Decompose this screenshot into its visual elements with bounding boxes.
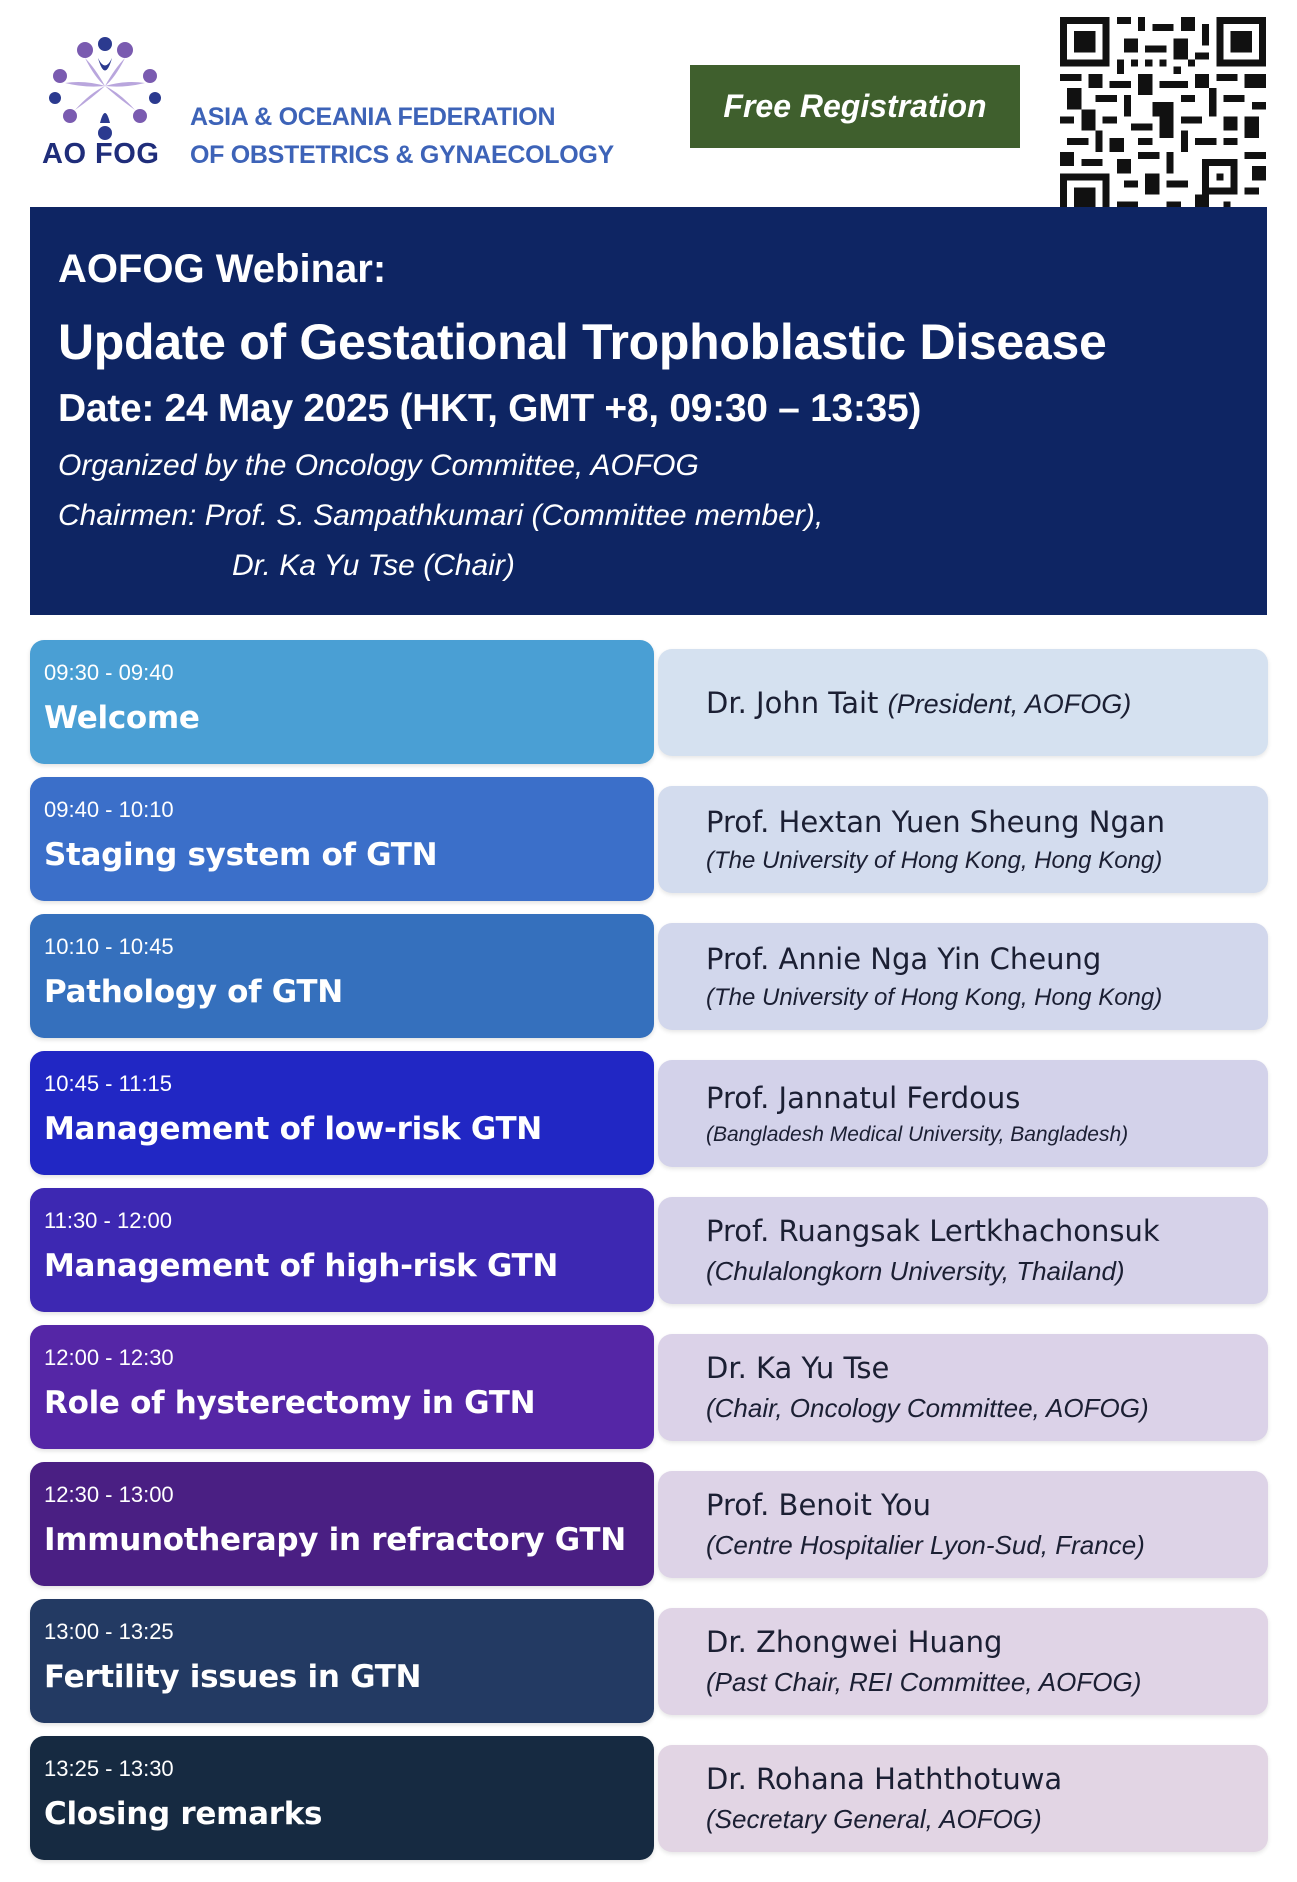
speaker-line <box>706 686 1268 720</box>
speaker-affiliation: (Chair, Oncology Committee, AOFOG) <box>706 1393 1149 1423</box>
schedule-row <box>30 1051 1270 1177</box>
speaker-card <box>658 923 1268 1030</box>
speaker-affiliation: (Chulalongkorn University, Thailand) <box>706 1256 1125 1286</box>
schedule-row <box>30 1736 1270 1862</box>
session-time: 09:30 - 09:40 <box>44 660 174 685</box>
speaker-card <box>658 1745 1268 1852</box>
speaker-affiliation: (Secretary General, AOFOG) <box>706 1804 1042 1834</box>
schedule-row <box>30 1599 1270 1725</box>
speaker-affiliation: (The University of Hong Kong, Hong Kong) <box>706 846 1163 874</box>
speaker-name: Prof. Ruangsak Lertkhachonsuk <box>706 1214 1160 1248</box>
speaker-name: Prof. Jannatul Ferdous <box>706 1080 1021 1115</box>
session-topic: Fertility issues in GTN <box>44 1659 422 1695</box>
session-time: 12:00 - 12:30 <box>44 1345 174 1370</box>
organization-name <box>190 98 614 174</box>
session-card <box>30 1051 654 1175</box>
speaker-card <box>658 1608 1268 1715</box>
speaker-card <box>658 1471 1268 1578</box>
org-name-line2: OF OBSTETRICS & GYNAECOLOGY <box>190 141 614 169</box>
schedule-row <box>30 1462 1270 1588</box>
speaker-affiliation: (Centre Hospitalier Lyon-Sud, France) <box>706 1530 1145 1560</box>
webinar-banner <box>30 207 1267 615</box>
session-topic: Management of high-risk GTN <box>44 1248 559 1284</box>
speaker-name: Prof. Benoit You <box>706 1488 932 1522</box>
speaker-affiliation: (The University of Hong Kong, Hong Kong) <box>706 983 1163 1011</box>
session-time: 13:00 - 13:25 <box>44 1619 174 1644</box>
session-topic: Pathology of GTN <box>44 974 343 1010</box>
speaker-card <box>658 1334 1268 1441</box>
logo-text: AO FOG <box>42 138 160 170</box>
session-card <box>30 1325 654 1449</box>
schedule-row <box>30 1188 1270 1314</box>
session-topic: Role of hysterectomy in GTN <box>44 1385 536 1421</box>
speaker-card <box>658 649 1268 756</box>
session-topic: Welcome <box>44 700 200 736</box>
speaker-name: Dr. Rohana Haththotuwa <box>706 1762 1063 1796</box>
session-card <box>30 777 654 901</box>
chairmen-line1: Chairmen: Prof. S. Sampathkumari (Committee member), <box>58 499 824 532</box>
session-topic: Immunotherapy in refractory GTN <box>44 1522 626 1558</box>
session-time: 10:45 - 11:15 <box>44 1071 173 1096</box>
speaker-name: Dr. Ka Yu Tse <box>706 1351 890 1385</box>
session-card <box>30 1188 654 1312</box>
speaker-name: Dr. John Tait <box>706 685 879 720</box>
speaker-card <box>658 1197 1268 1304</box>
speaker-name: Dr. Zhongwei Huang <box>706 1625 1003 1659</box>
session-card <box>30 1462 654 1586</box>
session-time: 10:10 - 10:45 <box>44 934 174 959</box>
speaker-card <box>658 786 1268 893</box>
session-card <box>30 914 654 1038</box>
webinar-date: Date: 24 May 2025 (HKT, GMT +8, 09:30 – 13:35) <box>58 387 922 430</box>
schedule-row <box>30 777 1270 903</box>
session-time: 12:30 - 13:00 <box>44 1482 174 1507</box>
speaker-name: Prof. Hextan Yuen Sheung Ngan <box>706 804 1166 839</box>
chairmen-line2: Dr. Ka Yu Tse (Chair) <box>232 549 515 582</box>
webinar-label: AOFOG Webinar: <box>58 247 387 291</box>
qr-code-icon[interactable] <box>1060 17 1266 223</box>
session-time: 09:40 - 10:10 <box>44 797 174 822</box>
speaker-name: Prof. Annie Nga Yin Cheung <box>706 941 1102 976</box>
session-topic: Closing remarks <box>44 1796 323 1832</box>
organized-by: Organized by the Oncology Committee, AOFOG <box>58 449 699 482</box>
session-card <box>30 1599 654 1723</box>
session-topic: Staging system of GTN <box>44 837 438 873</box>
session-time: 13:25 - 13:30 <box>44 1756 174 1781</box>
schedule-row <box>30 1325 1270 1451</box>
schedule-row <box>30 640 1270 766</box>
session-topic: Management of low-risk GTN <box>44 1111 542 1147</box>
speaker-card <box>658 1060 1268 1167</box>
session-card <box>30 1736 654 1860</box>
session-card <box>30 640 654 764</box>
webinar-title: Update of Gestational Trophoblastic Disease <box>58 314 1107 370</box>
schedule-row <box>30 914 1270 1040</box>
free-registration-button[interactable]: Free Registration <box>690 65 1020 148</box>
org-name-line1: ASIA & OCEANIA FEDERATION <box>190 103 556 131</box>
speaker-affiliation: (Past Chair, REI Committee, AOFOG) <box>706 1667 1142 1697</box>
speaker-affiliation: (Bangladesh Medical University, Bangladesh) <box>706 1122 1129 1146</box>
session-time: 11:30 - 12:00 <box>44 1208 173 1233</box>
speaker-role: (President, AOFOG) <box>887 688 1132 719</box>
